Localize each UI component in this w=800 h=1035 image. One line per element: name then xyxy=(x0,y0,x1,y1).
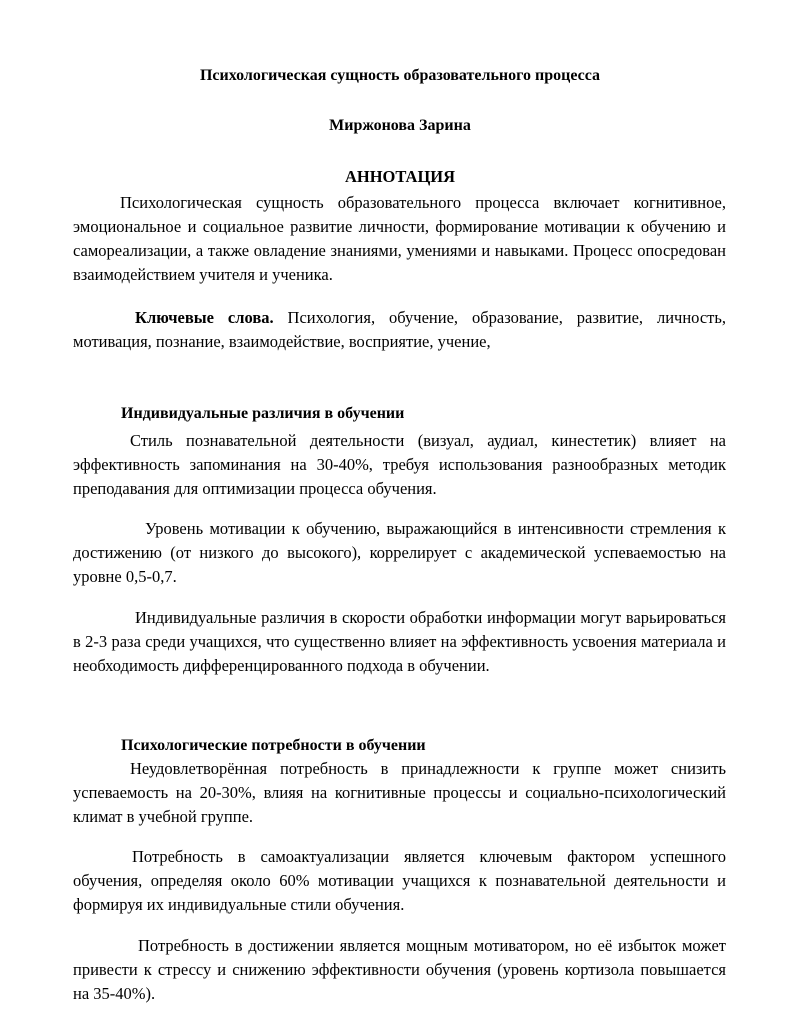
section2-paragraph-2: Потребность в самоактуализации является ключевым фактором успешного обучения, определяя около 60% мотивации учащихся к познавательной деятельности и формируя их индивидуальные стили обучения. xyxy=(73,847,726,914)
section2-paragraph-3: Потребность в достижении является мощным мотиватором, но её избыток может привести к стрессу и снижению эффективности обучения (уровень кортизола повышается на 35-40%). xyxy=(73,936,726,1003)
section1-paragraph-2: Уровень мотивации к обучению, выражающийся в интенсивности стремления к достижению (от низкого до высокого), коррелирует с академической успеваемостью на уровне 0,5-0,7. xyxy=(73,519,726,586)
section2-paragraph-1: Неудовлетворённая потребность в принадлежности к группе может снизить успеваемость на 20-30%, влияя на когнитивные процессы и социально-психологический климат в учебной группе. xyxy=(73,759,726,826)
annotation-heading: АННОТАЦИЯ xyxy=(344,167,456,186)
section1-paragraph-1: Стиль познавательной деятельности (визуал, аудиал, кинестетик) влияет на эффективность запоминания на 30-40%, требуя использования разнообразных методик преподавания для оптимизации процесса обучения. xyxy=(73,431,726,498)
paper-title: Психологическая сущность образовательного процесса xyxy=(199,67,601,84)
section1-paragraph-3: Индивидуальные различия в скорости обработки информации могут варьироваться в 2-3 раза среди учащихся, что существенно влияет на эффективность усвоения материала и необходимость дифференцированного подхода в обучении. xyxy=(73,608,726,675)
annotation-text: Психологическая сущность образовательного процесса включает когнитивное, эмоциональное и социальное развитие личности, формирование мотивации к обучению и самореализации, а также овладение знаниями, умениями и навыками. Процесс опосредован взаимодействием учителя и ученика. xyxy=(73,193,726,284)
section-heading-individual-differences: Индивидуальные различия в обучении xyxy=(121,405,405,422)
author-name: Миржонова Зарина xyxy=(329,117,471,134)
keywords-paragraph xyxy=(73,306,726,354)
keywords-text: Психология, обучение, образование, развитие, личность, мотивация, познание, взаимодействие, восприятие, учение, xyxy=(73,308,726,351)
keywords-label: Ключевые слова. xyxy=(135,308,274,327)
section-heading-psychological-needs: Психологические потребности в обучении xyxy=(121,737,426,754)
